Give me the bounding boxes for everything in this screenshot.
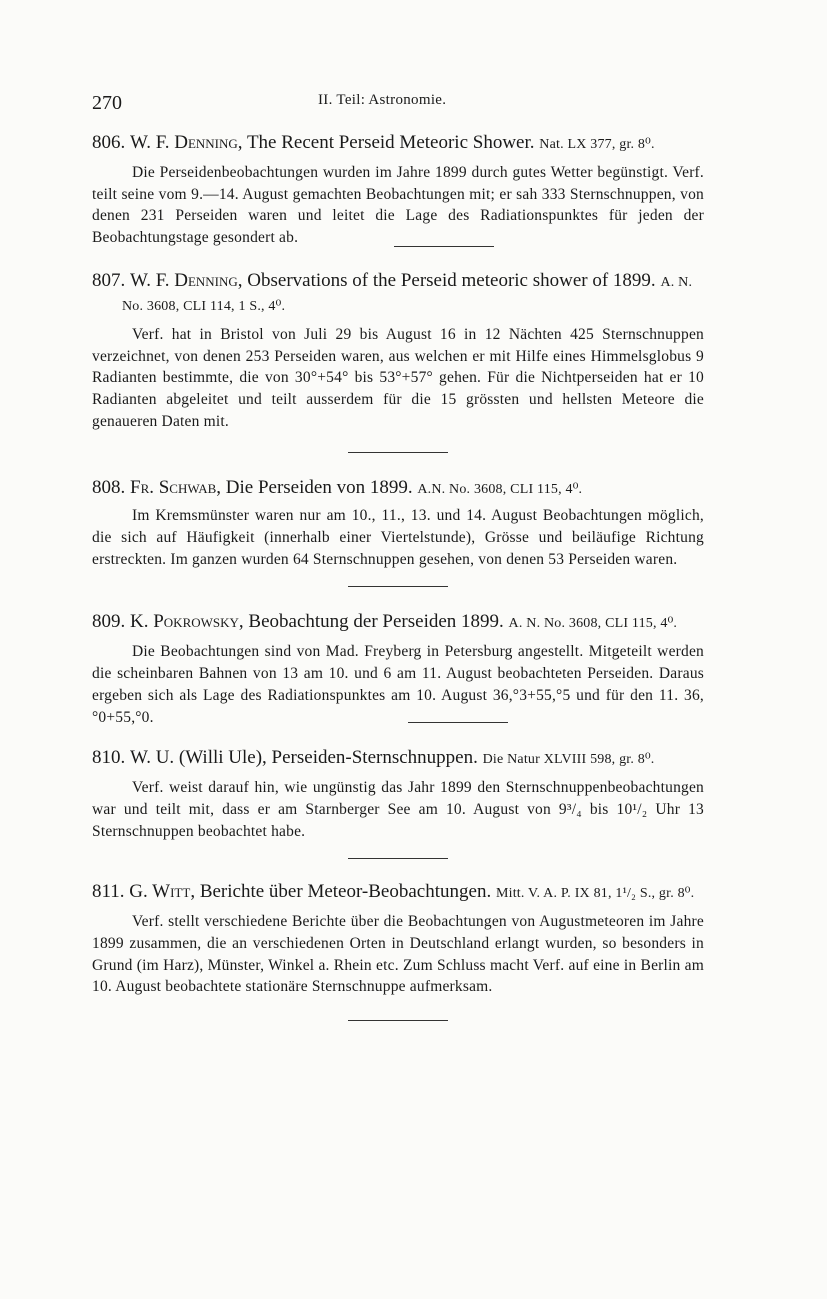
abstract-text: Im Kremsmünster waren nur am 10., 11., 13. und 14. August Beobachtungen möglich, die sich auf Häufigkeit (innerhalb einer Viertelstunde), Grösse und beiläufige Richtung erstreckten. Im ganzen wurden 64 Sternschnuppen gesehen, von denen 53 Perseiden waren.: [92, 507, 704, 568]
abstract-text: Verf. hat in Bristol von Juli 29 bis August 16 in 12 Nächten 425 Sternschnuppen verzeichnet, von denen 253 Perseiden waren, aus welchen er mit Hilfe eines Himmelsglobus 9 Radianten bestimmte, die von 30°+54° bis 53°+57° gehen. Für die Nichtperseiden hat er 10 Radianten abgeleitet und teilt ausserdem für die 15 grössten und hellsten Meteore die genaueren Daten mit.: [92, 325, 704, 430]
entry-source: A. N. No. 3608, CLI 114, 1 S., 4⁰.: [122, 274, 693, 314]
entry-author: G. Witt,: [129, 881, 196, 903]
entry-heading: [92, 477, 704, 501]
entry-author: Fr. Schwab,: [130, 477, 222, 499]
entry-number: 811.: [92, 881, 125, 903]
entry-abstract: [92, 162, 704, 249]
entry-811: [92, 881, 704, 998]
page-number: 270: [92, 92, 122, 114]
entry-number: 809.: [92, 611, 126, 633]
entry-abstract: [92, 324, 704, 433]
entry-heading: [92, 611, 704, 635]
entry-abstract: [92, 505, 704, 570]
entry-heading: [92, 270, 704, 318]
entry-808: [92, 477, 704, 570]
entry-source: Mitt. V. A. P. IX 81, 1¹/₂ S., gr. 8⁰.: [495, 886, 695, 902]
entry-source: A.N. No. 3608, CLI 115, 4⁰.: [417, 482, 583, 498]
running-head: [92, 88, 704, 118]
running-title: II. Teil: Astronomie.: [318, 92, 447, 108]
entry-806: [92, 132, 704, 249]
entry-number: 806.: [92, 132, 126, 153]
separator-rule: [348, 586, 448, 587]
entry-title: Die Perseiden von 1899.: [225, 477, 413, 499]
entry-809: [92, 611, 704, 728]
abstract-text: Die Beobachtungen sind von Mad. Freyberg in Petersburg angestellt. Mitgeteilt werden die scheinbaren Bahnen von 13 am 10. und 6 am 11. August beobachteten Perseiden. Daraus ergeben sich als Lage des Radiationspunktes am 10. August 36,°3+55,°5 und für den 11. 36,°0+55,°0.: [92, 643, 704, 726]
separator-rule: [348, 1020, 448, 1021]
entry-number: 807.: [92, 269, 126, 291]
abstract-text: Verf. stellt verschiedene Berichte über die Beobachtungen von Augustmeteoren im Jahre 1899 zusammen, die an verschiedenen Orten in Deutschland erlangt wurden, so besonders in Grund (im Harz), Münster, Winkel a. Rhein etc. Zum Schluss macht Verf. auf eine in Berlin am 10. August beobachtete stationäre Sternschnuppe aufmerksam.: [92, 913, 704, 996]
entry-number: 810.: [92, 747, 126, 769]
entry-810: [92, 747, 704, 842]
entry-807: [92, 270, 704, 433]
separator-rule: [348, 452, 448, 453]
entry-title: Beobachtung der Perseiden 1899.: [248, 611, 504, 633]
page: [92, 88, 704, 1021]
abstract-text: Die Perseidenbeobachtungen wurden im Jahre 1899 durch gutes Wetter begünstigt. Verf. teilt seine vom 9.—14. August gemachten Beobachtungen mit; er sah 333 Sternschnuppen, von denen 231 Perseiden waren und leitet die Lage des Radiationspunktes für jeden der Beobachtungstage gesondert ab.: [92, 164, 704, 247]
entry-author: W. F. Denning,: [130, 132, 243, 153]
entry-title: Observations of the Perseid meteoric shower of 1899.: [247, 269, 656, 291]
entry-source: A. N. No. 3608, CLI 115, 4⁰.: [508, 616, 678, 632]
separator-rule: [394, 246, 494, 247]
entry-heading: [92, 881, 704, 905]
entry-title: The Recent Perseid Meteoric Shower.: [246, 132, 535, 153]
entry-title: Berichte über Meteor-Beobachtungen.: [199, 881, 492, 903]
entry-abstract: [92, 777, 704, 842]
entry-abstract: [92, 641, 704, 728]
entry-heading: [92, 132, 704, 156]
entry-heading: [92, 747, 704, 771]
entry-source: Nat. LX 377, gr. 8⁰.: [539, 137, 655, 152]
entry-number: 808.: [92, 477, 126, 499]
abstract-text: Verf. weist darauf hin, wie ungünstig das Jahr 1899 den Sternschnuppenbeobachtungen war und teilt mit, dass er am Starnberger See am 10. August von 9³/₄ bis 10¹/₂ Uhr 13 Sternschnuppen beobachtet habe.: [92, 779, 704, 840]
entry-abstract: [92, 911, 704, 998]
entry-author: K. Pokrowsky,: [130, 611, 244, 633]
entry-title: (Willi Ule), Perseiden-Sternschnuppen.: [178, 747, 478, 769]
entry-author: W. F. Denning,: [130, 269, 243, 291]
separator-rule: [348, 858, 448, 859]
entry-source: Die Natur XLVIII 598, gr. 8⁰.: [482, 752, 655, 768]
separator-rule: [408, 722, 508, 723]
entry-author: W. U.: [130, 747, 175, 769]
